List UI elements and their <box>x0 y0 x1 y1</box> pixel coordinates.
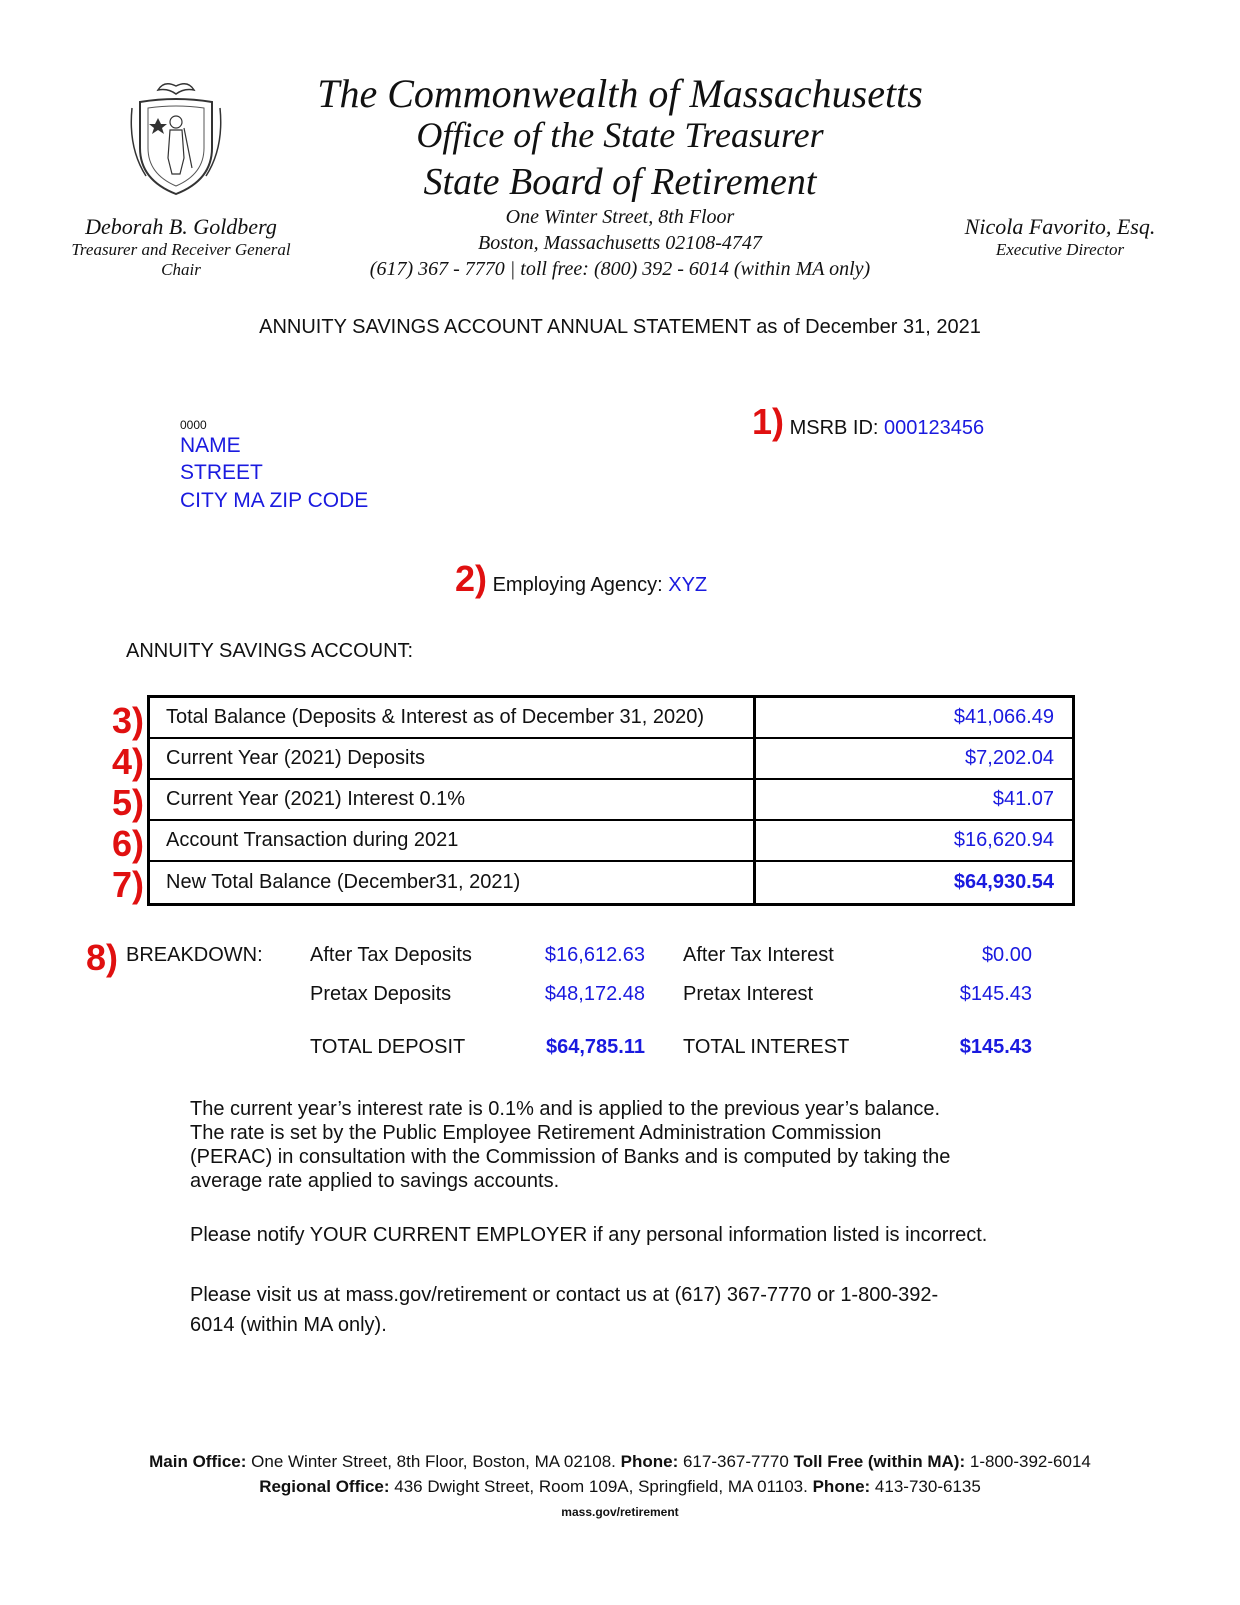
marker-1: 1) <box>752 401 785 442</box>
notify-employer-paragraph: Please notify YOUR CURRENT EMPLOYER if any personal information listed is incorrect. <box>190 1224 988 1246</box>
account-section-label: ANNUITY SAVINGS ACCOUNT: <box>126 640 414 662</box>
footer-regional-text: 436 Dwight Street, Room 109A, Springfield, MA 01103. <box>389 1477 813 1496</box>
treasurer-role: Chair <box>161 260 201 279</box>
marker-5: 5) <box>111 781 144 823</box>
marker-6: 6) <box>111 822 144 864</box>
row-label: Total Balance (Deposits & Interest as of December 31, 2020) <box>150 698 756 737</box>
paragraph-line: The rate is set by the Public Employee Retirement Administration Commission <box>190 1122 882 1144</box>
recipient-city: CITY MA ZIP CODE <box>180 489 369 512</box>
massachusetts-seal <box>126 78 226 198</box>
employing-agency <box>455 558 708 599</box>
contact-paragraph <box>190 1280 1050 1340</box>
header-address-line2: Boston, Massachusetts 02108-4747 <box>478 232 762 254</box>
row-value: $41,066.49 <box>953 706 1054 728</box>
director-name: Nicola Favorito, Esq. <box>964 214 1156 239</box>
after-tax-interest-value: $0.00 <box>981 944 1032 966</box>
msrb-id <box>752 401 985 442</box>
after-tax-interest-label: After Tax Interest <box>683 944 834 966</box>
after-tax-deposits-label: After Tax Deposits <box>310 944 472 966</box>
row-label: Current Year (2021) Deposits <box>150 739 756 778</box>
marker-7: 7) <box>111 863 144 905</box>
total-deposit-label: TOTAL DEPOSIT <box>310 1036 466 1058</box>
new-total-balance-value: $64,930.54 <box>953 871 1054 893</box>
paragraph-line: average rate applied to savings accounts. <box>190 1170 560 1192</box>
footer-regional-label: Regional Office: <box>259 1477 390 1496</box>
paragraph-line: (PERAC) in consultation with the Commission of Banks and is computed by taking the <box>190 1146 951 1168</box>
footer-phone-label: Phone: <box>620 1452 679 1471</box>
table-row <box>150 862 1072 903</box>
row-label: Account Transaction during 2021 <box>150 821 756 860</box>
footer-main-text: One Winter Street, 8th Floor, Boston, MA 02108. <box>246 1452 621 1471</box>
pretax-interest-label: Pretax Interest <box>683 983 814 1005</box>
director-signature-block <box>960 214 1160 260</box>
msrb-label: MSRB ID: <box>789 417 885 439</box>
footer-phone-text: 617-367-7770 <box>678 1452 794 1471</box>
recipient-code: 0000 <box>180 418 207 432</box>
header-board: State Board of Retirement <box>423 161 817 203</box>
paragraph-line: The current year’s interest rate is 0.1% and is applied to the previous year’s balance. <box>190 1098 941 1120</box>
pretax-deposits-label: Pretax Deposits <box>310 983 452 1005</box>
agency-value: XYZ <box>668 574 708 596</box>
director-title: Executive Director <box>995 240 1125 259</box>
footer-main-office <box>0 1452 1240 1472</box>
header-commonwealth: The Commonwealth of Massachusetts <box>317 71 923 116</box>
footer-website-link[interactable]: mass.gov/retirement <box>561 1505 679 1519</box>
statement-title: ANNUITY SAVINGS ACCOUNT ANNUAL STATEMENT as of December 31, 2021 <box>259 316 981 338</box>
row-label: Current Year (2021) Interest 0.1% <box>150 780 756 819</box>
footer-regional-office <box>0 1477 1240 1497</box>
total-interest-value: $145.43 <box>959 1036 1032 1058</box>
agency-label: Employing Agency: <box>492 574 669 596</box>
row-value: $7,202.04 <box>965 747 1054 769</box>
total-deposit-value: $64,785.11 <box>546 1036 645 1058</box>
interest-rate-paragraph <box>190 1097 1050 1193</box>
pretax-interest-value: $145.43 <box>959 983 1032 1005</box>
pretax-deposits-value: $48,172.48 <box>544 983 645 1005</box>
header-address-line3: (617) 367 - 7770 | toll free: (800) 392 - 6014 (within MA only) <box>369 258 871 280</box>
recipient-street: STREET <box>180 461 263 484</box>
table-row <box>150 821 1072 862</box>
footer-phone2-text: 413-730-6135 <box>870 1477 981 1496</box>
recipient-name: NAME <box>180 434 241 457</box>
table-row-markers <box>104 700 144 905</box>
treasurer-signature-block <box>66 214 296 280</box>
treasurer-title: Treasurer and Receiver General <box>71 240 291 259</box>
marker-8: 8) <box>86 937 119 978</box>
footer-tollfree-text: 1-800-392-6014 <box>965 1452 1091 1471</box>
row-label: New Total Balance (December31, 2021) <box>150 862 756 903</box>
msrb-value: 000123456 <box>884 417 985 439</box>
row-value: $16,620.94 <box>953 829 1054 851</box>
table-row <box>150 780 1072 821</box>
treasurer-name: Deborah B. Goldberg <box>85 214 277 239</box>
paragraph-line: 6014 (within MA only). <box>190 1314 387 1336</box>
account-summary-table <box>147 695 1075 906</box>
marker-3: 3) <box>111 699 144 741</box>
breakdown-label: BREAKDOWN: <box>126 944 263 966</box>
footer-tollfree-label: Toll Free (within MA): <box>793 1452 966 1471</box>
header-address-line1: One Winter Street, 8th Floor <box>505 206 735 228</box>
table-row <box>150 698 1072 739</box>
table-row <box>150 739 1072 780</box>
footer-main-label: Main Office: <box>149 1452 247 1471</box>
after-tax-deposits-value: $16,612.63 <box>544 944 645 966</box>
header-office: Office of the State Treasurer <box>416 115 824 155</box>
row-value: $41.07 <box>992 788 1054 810</box>
paragraph-line: Please visit us at mass.gov/retirement or contact us at (617) 367-7770 or 1-800-392- <box>190 1284 939 1306</box>
marker-2: 2) <box>455 558 488 599</box>
marker-4: 4) <box>111 740 144 782</box>
footer-phone2-label: Phone: <box>812 1477 871 1496</box>
total-interest-label: TOTAL INTEREST <box>683 1036 850 1058</box>
